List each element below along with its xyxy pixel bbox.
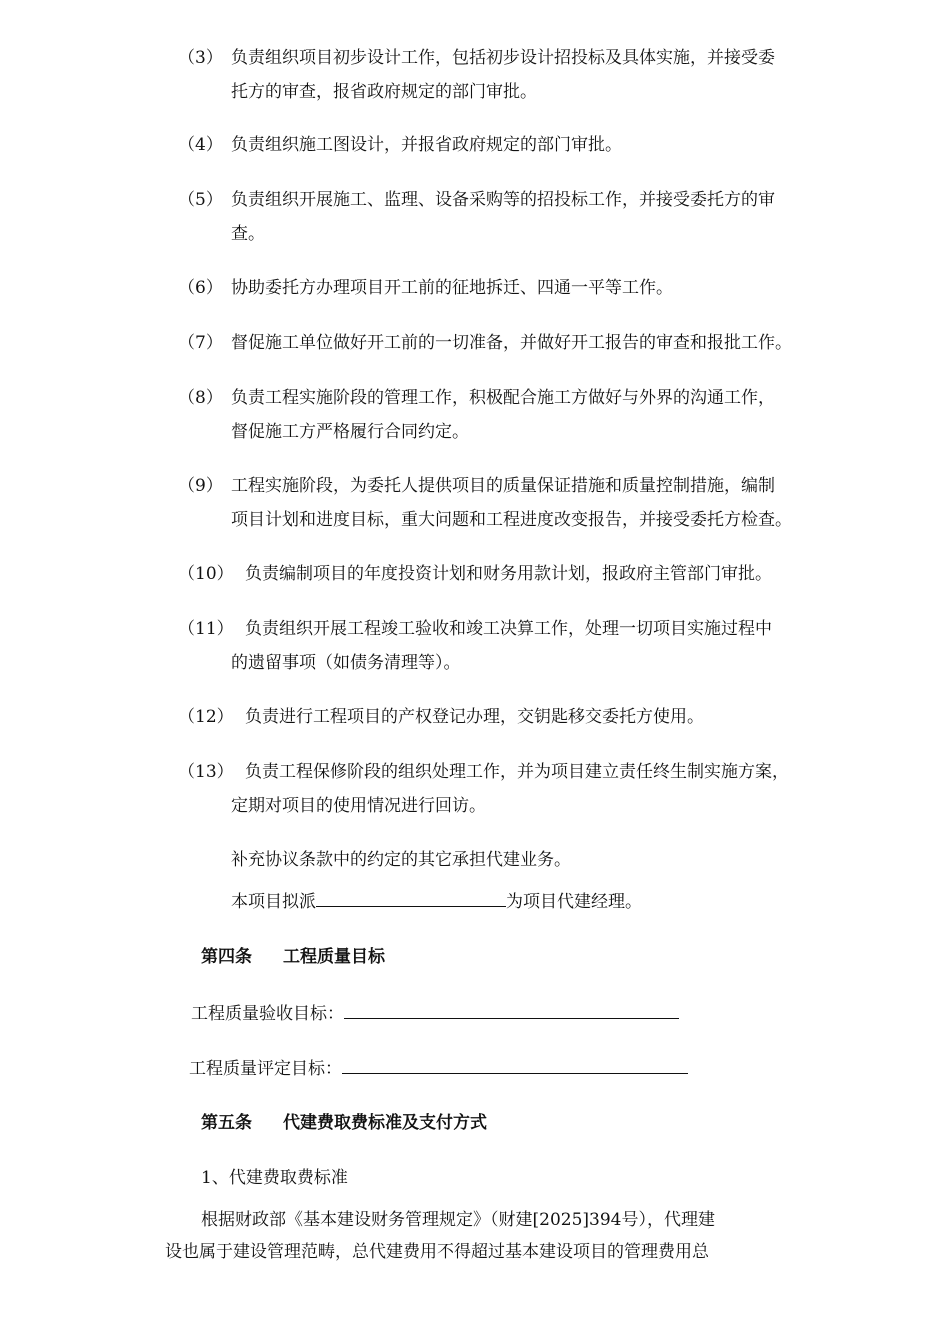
duty-item-8	[178, 381, 868, 449]
duty-item-13	[178, 755, 868, 823]
duty-text-continued: 定期对项目的使用情况进行回访。	[231, 796, 486, 816]
article-5-title: 代建费取费标准及支付方式	[283, 1113, 487, 1133]
duty-text: 工程实施阶段，为委托人提供项目的质量保证措施和质量控制措施，编制	[231, 476, 775, 496]
duty-item-7	[178, 326, 868, 360]
duty-number: （11）	[178, 619, 234, 639]
article-5-number: 第五条	[201, 1113, 252, 1133]
fee-standard-subheading: 1、代建费取费标准	[201, 1168, 348, 1188]
quality-evaluation-label: 工程质量评定目标：	[189, 1059, 342, 1079]
quality-acceptance-line	[191, 998, 679, 1029]
duty-text: 负责组织开展工程竣工验收和竣工决算工作，处理一切项目实施过程中	[245, 619, 772, 639]
duty-text-continued: 托方的审查，报省政府规定的部门审批。	[231, 82, 537, 102]
duty-text: 协助委托方办理项目开工前的征地拆迁、四通一平等工作。	[231, 278, 673, 298]
duty-text: 负责编制项目的年度投资计划和财务用款计划，报政府主管部门审批。	[245, 564, 772, 584]
duty-number: （8）	[178, 388, 223, 408]
fee-paragraph-line-1: 根据财政部《基本建设财务管理规定》（财建[2025]394号），代理建	[201, 1210, 715, 1230]
duty-number: （12）	[178, 707, 234, 727]
supplement-text: 补充协议条款中的约定的其它承担代建业务。	[231, 850, 571, 870]
article-4-title: 工程质量目标	[283, 947, 385, 967]
quality-acceptance-blank[interactable]	[344, 998, 679, 1019]
duty-text: 负责工程保修阶段的组织处理工作，并为项目建立责任终生制实施方案，	[245, 762, 789, 782]
duty-text-continued: 督促施工方严格履行合同约定。	[231, 422, 469, 442]
quality-evaluation-blank[interactable]	[342, 1053, 688, 1074]
duty-number: （4）	[178, 135, 223, 155]
article-4-heading	[201, 942, 385, 972]
duty-text: 督促施工单位做好开工前的一切准备，并做好开工报告的审查和报批工作。	[231, 333, 792, 353]
duty-item-5	[178, 183, 868, 251]
duty-item-11	[178, 612, 868, 680]
quality-evaluation-line	[189, 1053, 688, 1084]
duty-number: （10）	[178, 564, 234, 584]
duty-number: （3）	[178, 48, 223, 68]
duty-text: 负责工程实施阶段的管理工作，积极配合施工方做好与外界的沟通工作，	[231, 388, 775, 408]
article-5-heading	[201, 1108, 487, 1138]
duty-item-3	[178, 41, 868, 109]
duty-text: 负责组织开展施工、监理、设备采购等的招投标工作，并接受委托方的审	[231, 190, 775, 210]
duty-number: （6）	[178, 278, 223, 298]
manager-suffix: 为项目代建经理。	[506, 892, 642, 912]
duty-number: （9）	[178, 476, 223, 496]
duty-item-10	[178, 557, 868, 591]
duty-item-4	[178, 128, 868, 162]
manager-prefix: 本项目拟派	[231, 892, 316, 912]
manager-name-blank[interactable]	[316, 886, 506, 907]
duty-number: （7）	[178, 333, 223, 353]
duty-text-continued: 项目计划和进度目标，重大问题和工程进度改变报告，并接受委托方检查。	[231, 510, 792, 530]
article-4-number: 第四条	[201, 947, 252, 967]
project-manager-line	[231, 886, 642, 917]
fee-paragraph-line-2: 设也属于建设管理范畴，总代建费用不得超过基本建设项目的管理费用总	[165, 1242, 709, 1262]
quality-acceptance-label: 工程质量验收目标：	[191, 1004, 344, 1024]
duty-item-9	[178, 469, 868, 537]
duty-item-6	[178, 271, 868, 305]
duty-text: 负责组织施工图设计，并报省政府规定的部门审批。	[231, 135, 622, 155]
duty-number: （5）	[178, 190, 223, 210]
duty-text-continued: 查。	[231, 224, 265, 244]
duty-text: 负责组织项目初步设计工作，包括初步设计招投标及具体实施，并接受委	[231, 48, 775, 68]
duty-number: （13）	[178, 762, 234, 782]
duty-item-12	[178, 700, 868, 734]
duty-text-continued: 的遗留事项（如债务清理等）。	[231, 653, 461, 673]
duty-text: 负责进行工程项目的产权登记办理，交钥匙移交委托方使用。	[245, 707, 704, 727]
